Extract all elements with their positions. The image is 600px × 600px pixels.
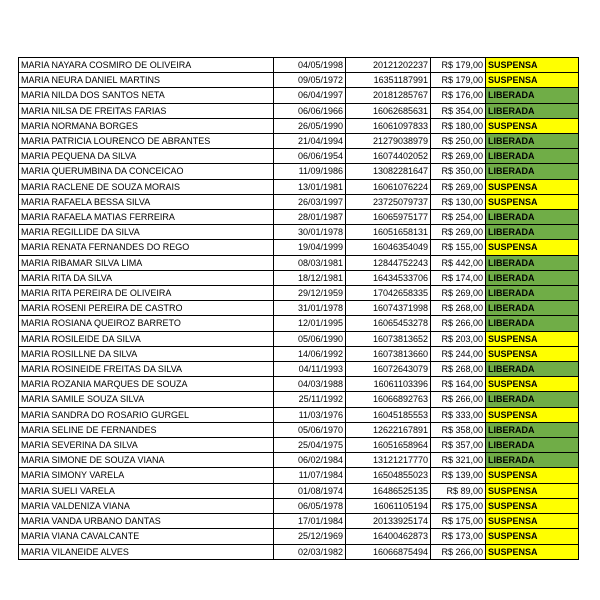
amount-cell: R$ 269,00 — [431, 149, 486, 164]
id-number-cell: 16051658964 — [346, 438, 431, 453]
amount-cell: R$ 89,00 — [431, 483, 486, 498]
status-cell: SUSPENSA — [486, 514, 579, 529]
birthdate-cell: 09/05/1972 — [274, 73, 346, 88]
amount-cell: R$ 179,00 — [431, 73, 486, 88]
status-cell: LIBERADA — [486, 149, 579, 164]
name-cell: MARIA ROSINEIDE FREITAS DA SILVA — [19, 362, 274, 377]
birthdate-cell: 12/01/1995 — [274, 316, 346, 331]
name-cell: MARIA ROSILEIDE DA SILVA — [19, 331, 274, 346]
amount-cell: R$ 350,00 — [431, 164, 486, 179]
id-number-cell: 16065453278 — [346, 316, 431, 331]
amount-cell: R$ 130,00 — [431, 194, 486, 209]
table-row — [19, 331, 579, 346]
name-cell: MARIA NEURA DANIEL MARTINS — [19, 73, 274, 88]
amount-cell: R$ 175,00 — [431, 498, 486, 513]
id-number-cell: 16061103396 — [346, 377, 431, 392]
id-number-cell: 16066892763 — [346, 392, 431, 407]
amount-cell: R$ 269,00 — [431, 286, 486, 301]
status-cell: LIBERADA — [486, 392, 579, 407]
amount-cell: R$ 266,00 — [431, 544, 486, 559]
table-row — [19, 453, 579, 468]
table-row — [19, 134, 579, 149]
id-number-cell: 16045185553 — [346, 407, 431, 422]
id-number-cell: 21279038979 — [346, 134, 431, 149]
amount-cell: R$ 175,00 — [431, 514, 486, 529]
table-row — [19, 407, 579, 422]
name-cell: MARIA RITA PEREIRA DE OLIVEIRA — [19, 286, 274, 301]
id-number-cell: 16073813652 — [346, 331, 431, 346]
status-cell: LIBERADA — [486, 134, 579, 149]
table-row — [19, 88, 579, 103]
id-number-cell: 16061097833 — [346, 118, 431, 133]
amount-cell: R$ 354,00 — [431, 103, 486, 118]
name-cell: MARIA SIMONY VARELA — [19, 468, 274, 483]
amount-cell: R$ 321,00 — [431, 453, 486, 468]
birthdate-cell: 31/01/1978 — [274, 301, 346, 316]
birthdate-cell: 25/11/1992 — [274, 392, 346, 407]
name-cell: MARIA QUERUMBINA DA CONCEICAO — [19, 164, 274, 179]
name-cell: MARIA ROSILLNE DA SILVA — [19, 346, 274, 361]
name-cell: MARIA PATRICIA LOURENCO DE ABRANTES — [19, 134, 274, 149]
records-table — [18, 57, 579, 560]
name-cell: MARIA SANDRA DO ROSARIO GURGEL — [19, 407, 274, 422]
id-number-cell: 12844752243 — [346, 255, 431, 270]
table-row — [19, 438, 579, 453]
status-cell: LIBERADA — [486, 164, 579, 179]
id-number-cell: 13121217770 — [346, 453, 431, 468]
id-number-cell: 16072643079 — [346, 362, 431, 377]
amount-cell: R$ 180,00 — [431, 118, 486, 133]
id-number-cell: 16351187991 — [346, 73, 431, 88]
amount-cell: R$ 174,00 — [431, 270, 486, 285]
status-cell: SUSPENSA — [486, 58, 579, 73]
birthdate-cell: 05/06/1970 — [274, 422, 346, 437]
id-number-cell: 16400462873 — [346, 529, 431, 544]
birthdate-cell: 29/12/1959 — [274, 286, 346, 301]
status-cell: SUSPENSA — [486, 529, 579, 544]
amount-cell: R$ 155,00 — [431, 240, 486, 255]
amount-cell: R$ 269,00 — [431, 225, 486, 240]
table-row — [19, 255, 579, 270]
table-row — [19, 392, 579, 407]
status-cell: SUSPENSA — [486, 179, 579, 194]
birthdate-cell: 14/06/1992 — [274, 346, 346, 361]
name-cell: MARIA ROZANIA MARQUES DE SOUZA — [19, 377, 274, 392]
table-row — [19, 194, 579, 209]
name-cell: MARIA NILSA DE FREITAS FARIAS — [19, 103, 274, 118]
amount-cell: R$ 268,00 — [431, 362, 486, 377]
id-number-cell: 13082281647 — [346, 164, 431, 179]
status-cell: LIBERADA — [486, 453, 579, 468]
name-cell: MARIA PEQUENA DA SILVA — [19, 149, 274, 164]
table-row — [19, 240, 579, 255]
id-number-cell: 16074371998 — [346, 301, 431, 316]
amount-cell: R$ 266,00 — [431, 392, 486, 407]
id-number-cell: 16061076224 — [346, 179, 431, 194]
id-number-cell: 16051658131 — [346, 225, 431, 240]
birthdate-cell: 25/04/1975 — [274, 438, 346, 453]
status-cell: SUSPENSA — [486, 331, 579, 346]
name-cell: MARIA ROSENI PEREIRA DE CASTRO — [19, 301, 274, 316]
table-row — [19, 286, 579, 301]
status-cell: SUSPENSA — [486, 346, 579, 361]
name-cell: MARIA RACLENE DE SOUZA MORAIS — [19, 179, 274, 194]
name-cell: MARIA NORMANA BORGES — [19, 118, 274, 133]
status-cell: LIBERADA — [486, 210, 579, 225]
status-cell: LIBERADA — [486, 88, 579, 103]
table-row — [19, 301, 579, 316]
birthdate-cell: 25/12/1969 — [274, 529, 346, 544]
spreadsheet — [18, 57, 579, 560]
table-row — [19, 164, 579, 179]
id-number-cell: 20121202237 — [346, 58, 431, 73]
name-cell: MARIA SELINE DE FERNANDES — [19, 422, 274, 437]
table-row — [19, 58, 579, 73]
name-cell: MARIA SEVERINA DA SILVA — [19, 438, 274, 453]
id-number-cell: 17042658335 — [346, 286, 431, 301]
name-cell: MARIA SIMONE DE SOUZA VIANA — [19, 453, 274, 468]
status-cell: LIBERADA — [486, 270, 579, 285]
birthdate-cell: 08/03/1981 — [274, 255, 346, 270]
birthdate-cell: 06/06/1966 — [274, 103, 346, 118]
status-cell: LIBERADA — [486, 225, 579, 240]
status-cell: SUSPENSA — [486, 407, 579, 422]
table-row — [19, 498, 579, 513]
birthdate-cell: 05/06/1990 — [274, 331, 346, 346]
id-number-cell: 23725079737 — [346, 194, 431, 209]
id-number-cell: 16066875494 — [346, 544, 431, 559]
name-cell: MARIA VALDENIZA VIANA — [19, 498, 274, 513]
table-row — [19, 316, 579, 331]
status-cell: SUSPENSA — [486, 483, 579, 498]
table-row — [19, 468, 579, 483]
birthdate-cell: 21/04/1994 — [274, 134, 346, 149]
table-row — [19, 422, 579, 437]
name-cell: MARIA VIANA CAVALCANTE — [19, 529, 274, 544]
amount-cell: R$ 254,00 — [431, 210, 486, 225]
table-row — [19, 483, 579, 498]
status-cell: LIBERADA — [486, 286, 579, 301]
table-row — [19, 118, 579, 133]
table-row — [19, 210, 579, 225]
amount-cell: R$ 358,00 — [431, 422, 486, 437]
id-number-cell: 20133925174 — [346, 514, 431, 529]
id-number-cell: 16065975177 — [346, 210, 431, 225]
records-body — [19, 58, 579, 560]
table-row — [19, 346, 579, 361]
name-cell: MARIA NAYARA COSMIRO DE OLIVEIRA — [19, 58, 274, 73]
status-cell: SUSPENSA — [486, 544, 579, 559]
amount-cell: R$ 250,00 — [431, 134, 486, 149]
id-number-cell: 16504855023 — [346, 468, 431, 483]
birthdate-cell: 19/04/1999 — [274, 240, 346, 255]
table-row — [19, 179, 579, 194]
amount-cell: R$ 173,00 — [431, 529, 486, 544]
status-cell: LIBERADA — [486, 422, 579, 437]
name-cell: MARIA RITA DA SILVA — [19, 270, 274, 285]
name-cell: MARIA REGILLIDE DA SILVA — [19, 225, 274, 240]
amount-cell: R$ 266,00 — [431, 316, 486, 331]
birthdate-cell: 13/01/1981 — [274, 179, 346, 194]
birthdate-cell: 30/01/1978 — [274, 225, 346, 240]
amount-cell: R$ 139,00 — [431, 468, 486, 483]
name-cell: MARIA RAFAELA MATIAS FERREIRA — [19, 210, 274, 225]
birthdate-cell: 04/03/1988 — [274, 377, 346, 392]
birthdate-cell: 02/03/1982 — [274, 544, 346, 559]
amount-cell: R$ 268,00 — [431, 301, 486, 316]
status-cell: SUSPENSA — [486, 240, 579, 255]
status-cell: SUSPENSA — [486, 194, 579, 209]
birthdate-cell: 28/01/1987 — [274, 210, 346, 225]
status-cell: LIBERADA — [486, 255, 579, 270]
birthdate-cell: 11/03/1976 — [274, 407, 346, 422]
name-cell: MARIA ROSIANA QUEIROZ BARRETO — [19, 316, 274, 331]
id-number-cell: 16074402052 — [346, 149, 431, 164]
table-row — [19, 149, 579, 164]
amount-cell: R$ 179,00 — [431, 58, 486, 73]
id-number-cell: 16486525135 — [346, 483, 431, 498]
amount-cell: R$ 357,00 — [431, 438, 486, 453]
birthdate-cell: 06/05/1978 — [274, 498, 346, 513]
table-row — [19, 225, 579, 240]
status-cell: LIBERADA — [486, 438, 579, 453]
status-cell: SUSPENSA — [486, 118, 579, 133]
table-row — [19, 544, 579, 559]
status-cell: LIBERADA — [486, 301, 579, 316]
name-cell: MARIA VANDA URBANO DANTAS — [19, 514, 274, 529]
table-row — [19, 514, 579, 529]
birthdate-cell: 18/12/1981 — [274, 270, 346, 285]
birthdate-cell: 26/05/1990 — [274, 118, 346, 133]
table-row — [19, 362, 579, 377]
status-cell: SUSPENSA — [486, 377, 579, 392]
id-number-cell: 20181285767 — [346, 88, 431, 103]
status-cell: SUSPENSA — [486, 498, 579, 513]
birthdate-cell: 06/04/1997 — [274, 88, 346, 103]
status-cell: LIBERADA — [486, 316, 579, 331]
birthdate-cell: 17/01/1984 — [274, 514, 346, 529]
name-cell: MARIA RAFAELA BESSA SILVA — [19, 194, 274, 209]
birthdate-cell: 04/05/1998 — [274, 58, 346, 73]
id-number-cell: 16046354049 — [346, 240, 431, 255]
table-row — [19, 270, 579, 285]
birthdate-cell: 11/07/1984 — [274, 468, 346, 483]
amount-cell: R$ 244,00 — [431, 346, 486, 361]
status-cell: SUSPENSA — [486, 73, 579, 88]
name-cell: MARIA VILANEIDE ALVES — [19, 544, 274, 559]
name-cell: MARIA RIBAMAR SILVA LIMA — [19, 255, 274, 270]
id-number-cell: 16434533706 — [346, 270, 431, 285]
birthdate-cell: 06/06/1954 — [274, 149, 346, 164]
table-row — [19, 73, 579, 88]
birthdate-cell: 06/02/1984 — [274, 453, 346, 468]
amount-cell: R$ 333,00 — [431, 407, 486, 422]
status-cell: LIBERADA — [486, 362, 579, 377]
name-cell: MARIA SUELI VARELA — [19, 483, 274, 498]
id-number-cell: 16061105194 — [346, 498, 431, 513]
amount-cell: R$ 269,00 — [431, 179, 486, 194]
birthdate-cell: 04/11/1993 — [274, 362, 346, 377]
name-cell: MARIA RENATA FERNANDES DO REGO — [19, 240, 274, 255]
amount-cell: R$ 164,00 — [431, 377, 486, 392]
birthdate-cell: 11/09/1986 — [274, 164, 346, 179]
amount-cell: R$ 176,00 — [431, 88, 486, 103]
table-row — [19, 103, 579, 118]
birthdate-cell: 26/03/1997 — [274, 194, 346, 209]
table-row — [19, 529, 579, 544]
status-cell: LIBERADA — [486, 103, 579, 118]
birthdate-cell: 01/08/1974 — [274, 483, 346, 498]
id-number-cell: 16062685631 — [346, 103, 431, 118]
name-cell: MARIA NILDA DOS SANTOS NETA — [19, 88, 274, 103]
name-cell: MARIA SAMILE SOUZA SILVA — [19, 392, 274, 407]
id-number-cell: 16073813660 — [346, 346, 431, 361]
id-number-cell: 12622167891 — [346, 422, 431, 437]
status-cell: SUSPENSA — [486, 468, 579, 483]
amount-cell: R$ 203,00 — [431, 331, 486, 346]
table-row — [19, 377, 579, 392]
amount-cell: R$ 442,00 — [431, 255, 486, 270]
